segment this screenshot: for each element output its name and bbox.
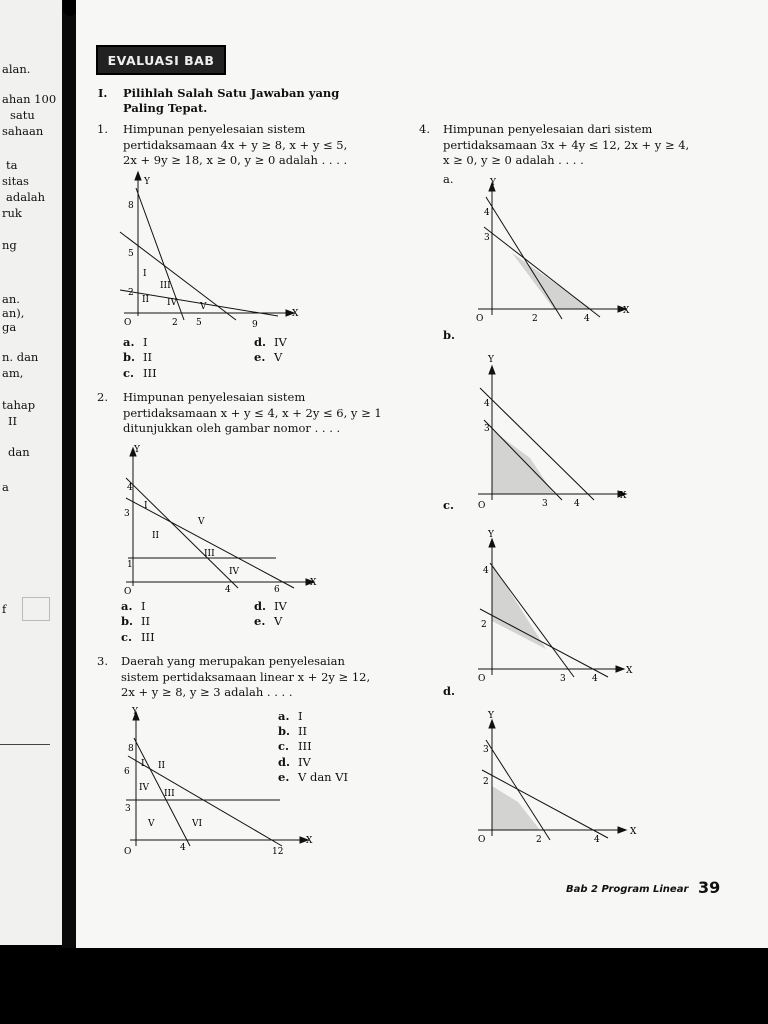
q4-graph-d [470,706,640,856]
q4c-ytick: 4 [483,566,489,576]
section-number: I. [98,86,108,100]
q4c-xtick: 3 [560,674,566,684]
q3-region-label: V [148,819,155,829]
q2-line-x-2y-6 [126,498,294,588]
q2-origin-label: O [124,587,132,596]
q4c-origin-label: O [478,674,486,684]
q4c-axis-x-label: X [626,666,633,676]
q1-xtick: 2 [172,318,178,328]
q3-ytick: 8 [128,744,134,754]
q4-graph-c [470,525,640,685]
q4-option-d-label[interactable]: d. [443,684,456,698]
q4b-axis-x-label: X [620,491,627,501]
q1-ytick: 5 [128,249,134,259]
q1-text-line2: pertidaksamaan 4x + y ≥ 8, x + y ≤ 5, [123,138,348,152]
q2-line-x-y-4 [126,478,238,588]
q4-graph-a [470,175,640,330]
q4c-ytick: 2 [481,620,487,630]
q4a-origin-label: O [476,314,484,324]
q4a-axis-x-label: X [623,306,630,316]
q4d-origin-label: O [478,835,486,845]
q1-text-line1: Himpunan penyelesaian sistem [123,122,306,136]
prev-page-line: satu [10,108,35,122]
q3-origin-label: O [124,847,132,856]
q1-y-arrow [135,172,141,180]
q2-xtick: 4 [225,585,231,595]
q3-ytick: 6 [124,767,130,777]
q4-option-c-label[interactable]: c. [443,498,455,512]
prev-page-line: ng [2,238,17,252]
header-title: EVALUASI BAB [107,52,215,68]
q4d-xtick: 2 [536,835,542,845]
prev-page-line: ahan 100 [2,92,57,106]
q1-ytick: 8 [128,201,134,211]
q4d-ytick: 2 [483,777,489,787]
section-title-line1: Pilihlah Salah Satu Jawaban yang [123,86,340,100]
q4b-xtick: 4 [574,499,580,509]
prev-page-line: an. [2,292,20,306]
chapter-evaluation-header [96,45,226,75]
q2-region-label: IV [229,567,240,577]
q4b-xtick: 3 [542,499,548,509]
q3-number: 3. [97,654,108,668]
q2-option[interactable]: c. III [121,630,155,644]
q3-axis-x-label: X [306,836,313,846]
q3-region-label: I [141,759,145,769]
prev-page-rule [0,744,50,745]
q3-text-line2: sistem pertidaksamaan linear x + 2y ≥ 12, [121,670,371,684]
q3-text-line3: 2x + y ≥ 8, y ≥ 3 adalah . . . . [121,685,293,699]
section-title-line2: Paling Tepat. [123,101,208,115]
page-number: 39 [698,878,721,897]
q3-option[interactable]: c. III [278,739,312,753]
q2-option[interactable]: e. V [254,614,283,628]
q1-region-label: IV [167,298,178,308]
page-gutter [62,0,76,948]
q3-region-label: II [158,761,166,771]
q1-option[interactable]: e. V [254,350,283,364]
q1-graph [116,168,306,330]
q3-axis-y-label: Y [132,707,138,717]
q1-xtick: 9 [252,320,258,330]
q1-number: 1. [97,122,108,136]
q2-region-label: V [198,517,205,527]
prev-page-line: am, [2,366,24,380]
prev-page-line: a [2,480,9,494]
q2-ytick: 1 [127,560,133,570]
prev-page-line: alan. [2,62,31,76]
q4b-ytick: 4 [484,399,490,409]
q1-option[interactable]: a. I [123,335,148,349]
q1-option[interactable]: c. III [123,366,157,380]
prev-page-line: sitas [2,174,29,188]
q4b-y-arrow [489,366,495,374]
q1-option[interactable]: d. IV [254,335,287,349]
q3-option[interactable]: b. II [278,724,308,738]
q2-text-line3: ditunjukkan oleh gambar nomor . . . . [123,421,341,435]
q4d-shaded-region [492,786,540,830]
q4-option-b-label[interactable]: b. [443,328,456,342]
q1-axis-y-label: Y [144,177,150,187]
q2-axis-y-label: Y [134,445,140,455]
q1-region-label: V [200,302,207,312]
q4b-axis-y-label: Y [488,355,494,365]
q4d-xtick: 4 [594,835,600,845]
q1-ytick: 2 [128,288,134,298]
q4-number: 4. [419,122,430,136]
prev-page-line: tahap [2,398,36,412]
q2-text-line1: Himpunan penyelesaian sistem [123,390,306,404]
prev-page-line: ga [2,320,17,334]
q4a-xtick: 2 [532,314,538,324]
q2-text-line2: pertidaksamaan x + y ≤ 4, x + 2y ≤ 6, y ≥ 1 [123,406,382,420]
prev-page-line: sahaan [2,124,44,138]
q4c-axis-y-label: Y [488,530,494,540]
q3-ytick: 3 [125,804,131,814]
q3-xtick: 4 [180,843,186,853]
q4d-ytick: 3 [483,745,489,755]
q2-option[interactable]: a. I [121,599,146,613]
q3-region-label: IV [139,783,150,793]
q1-region-label: III [160,281,171,291]
previous-page-edge [0,0,62,945]
q4-text-line3: x ≥ 0, y ≥ 0 adalah . . . . [443,153,584,167]
prev-page-line: n. dan [2,350,39,364]
q4b-shaded-region [492,430,554,494]
q4c-y-arrow [489,539,495,547]
q4a-line-3x-4y-12 [484,227,600,317]
q4d-axis-x-label: X [630,827,637,837]
q3-text-line1: Daerah yang merupakan penyelesaian [121,654,345,668]
q1-origin-label: O [124,318,132,328]
q4-graph-b [470,350,640,515]
q4a-axis-y-label: Y [490,178,496,188]
q4d-x-arrow [618,827,626,833]
q2-ytick: 4 [127,483,133,493]
q2-axis-x-label: X [310,578,317,588]
q4-text-line2: pertidaksamaan 3x + 4y ≤ 12, 2x + y ≥ 4, [443,138,690,152]
q2-region-label: III [204,549,215,559]
prev-page-box [22,597,50,621]
q4b-ytick: 3 [484,424,490,434]
q2-ytick: 3 [124,509,130,519]
q1-region-label: II [142,295,150,305]
q4a-ytick: 3 [484,233,490,243]
q4c-xtick: 4 [592,674,598,684]
q4-text-line1: Himpunan penyelesaian dari sistem [443,122,653,136]
prev-page-line: dan [8,445,30,459]
prev-page-line: adalah [6,190,46,204]
q4d-axis-y-label: Y [488,711,494,721]
q2-region-label: I [144,501,148,511]
q4c-line-2x-y-4 [480,609,608,677]
chapter-footer: Bab 2 Program Linear [566,884,689,895]
prev-page-line: an), [2,306,25,320]
prev-page-line: f [2,602,7,616]
q2-graph [116,440,322,596]
q2-option[interactable]: b. II [121,614,151,628]
q1-xtick: 5 [196,318,202,328]
q3-line-x-2y-12 [128,756,282,846]
q3-option[interactable]: d. IV [278,755,311,769]
q1-text-line3: 2x + 9y ≥ 18, x ≥ 0, y ≥ 0 adalah . . . . [123,153,348,167]
q2-number: 2. [97,390,108,404]
q1-axis-x-label: X [292,309,299,319]
q2-option[interactable]: d. IV [254,599,287,613]
q1-line-x-y-5 [120,232,236,320]
q3-xtick: 12 [272,847,284,856]
q2-xtick: 6 [274,585,280,595]
q1-option[interactable]: b. II [123,350,153,364]
q4c-x-arrow [616,666,624,672]
binder-pin [63,0,77,16]
q3-region-label: VI [192,819,203,829]
q1-region-label: I [143,269,147,279]
prev-page-line: II [8,414,18,428]
prev-page-line: ruk [2,206,22,220]
q4-option-a-label[interactable]: a. [443,172,454,186]
q3-region-label: III [164,789,175,799]
q4a-shaded-region [512,253,592,309]
q4d-y-arrow [489,720,495,728]
q4a-ytick: 4 [484,208,490,218]
q3-option[interactable]: e. V dan VI [278,770,349,784]
q4b-origin-label: O [478,501,486,511]
prev-page-line: ta [6,158,18,172]
q3-option[interactable]: a. I [278,709,303,723]
q4a-xtick: 4 [584,314,590,324]
q2-region-label: II [152,531,160,541]
